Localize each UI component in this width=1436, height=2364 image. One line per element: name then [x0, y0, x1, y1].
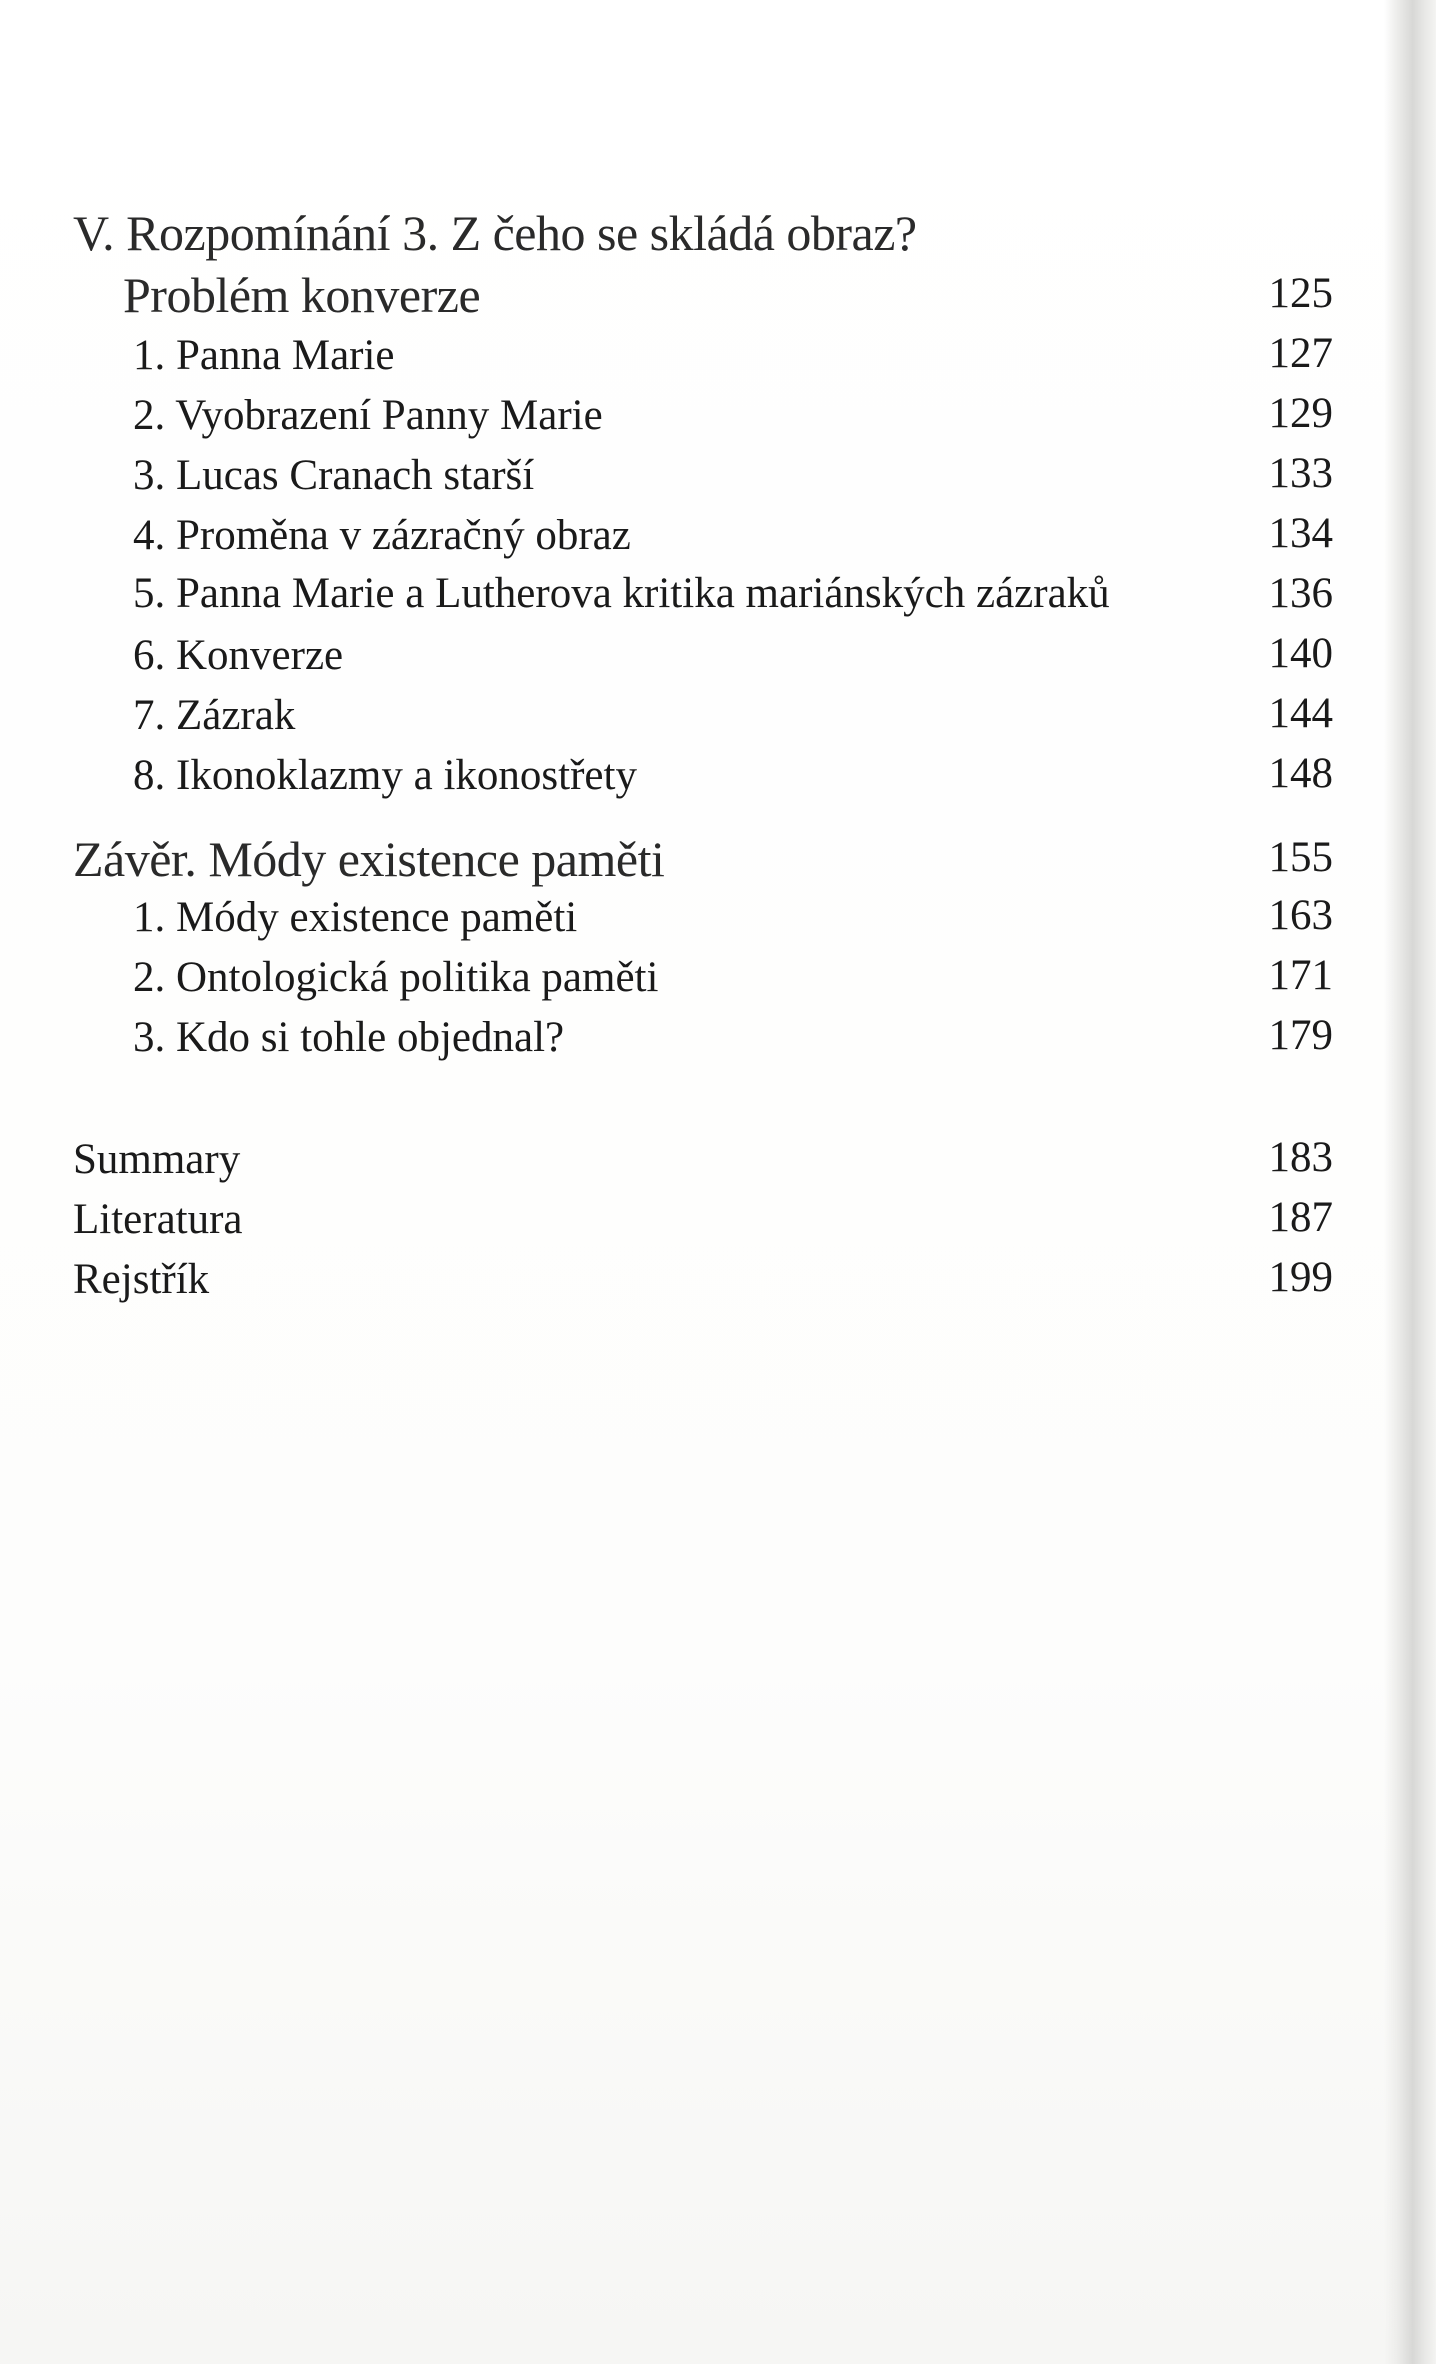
toc-entry-page: 148 [1268, 750, 1333, 797]
toc-entry-label: 1. Módy existence paměti [133, 894, 578, 941]
back-matter-page: 187 [1268, 1194, 1333, 1241]
toc-entry-label: 7. Zázrak [133, 692, 296, 739]
back-matter-page: 183 [1268, 1134, 1333, 1181]
toc-entry-page: 133 [1268, 450, 1333, 497]
toc-entry-label: 1. Panna Marie [133, 332, 395, 379]
back-matter-literatura: Literatura [73, 1196, 243, 1243]
toc-entry-page: 171 [1268, 952, 1333, 999]
conclusion-page: 155 [1268, 834, 1333, 881]
back-matter-summary: Summary [73, 1136, 241, 1183]
chapter-v-title-line1: V. Rozpomínání 3. Z čeho se skládá obraz? [73, 205, 917, 261]
toc-entry-page: 144 [1268, 690, 1333, 737]
toc-entry-page: 179 [1268, 1012, 1333, 1059]
chapter-v-title-line2: Problém konverze [123, 267, 481, 323]
toc-entry-label: 6. Konverze [133, 632, 344, 679]
toc-entry-page: 140 [1268, 630, 1333, 677]
back-matter-page: 199 [1268, 1254, 1333, 1301]
toc-entry-label: 3. Lucas Cranach starší [133, 452, 535, 499]
toc-entry-page: 134 [1268, 510, 1333, 557]
toc-entry-label: 2. Vyobrazení Panny Marie [133, 392, 603, 439]
chapter-v-page: 125 [1268, 270, 1333, 317]
back-matter-rejstrik: Rejstřík [73, 1256, 210, 1303]
toc-entry-label: 4. Proměna v zázračný obraz [133, 512, 631, 559]
toc-entry-label: 3. Kdo si tohle objednal? [133, 1014, 565, 1061]
toc-entry-page: 129 [1268, 390, 1333, 437]
toc-entry-page: 163 [1268, 892, 1333, 939]
toc-entry-label: 8. Ikonoklazmy a ikonostřety [133, 752, 637, 799]
toc-entry-page: 136 [1268, 570, 1333, 617]
toc-entry-label: 2. Ontologická politika paměti [133, 954, 659, 1001]
toc-entry-label: 5. Panna Marie a Lutherova kritika mariánských zázraků [133, 570, 1110, 617]
toc-entry-page: 127 [1268, 330, 1333, 377]
conclusion-title: Závěr. Módy existence paměti [73, 831, 665, 887]
